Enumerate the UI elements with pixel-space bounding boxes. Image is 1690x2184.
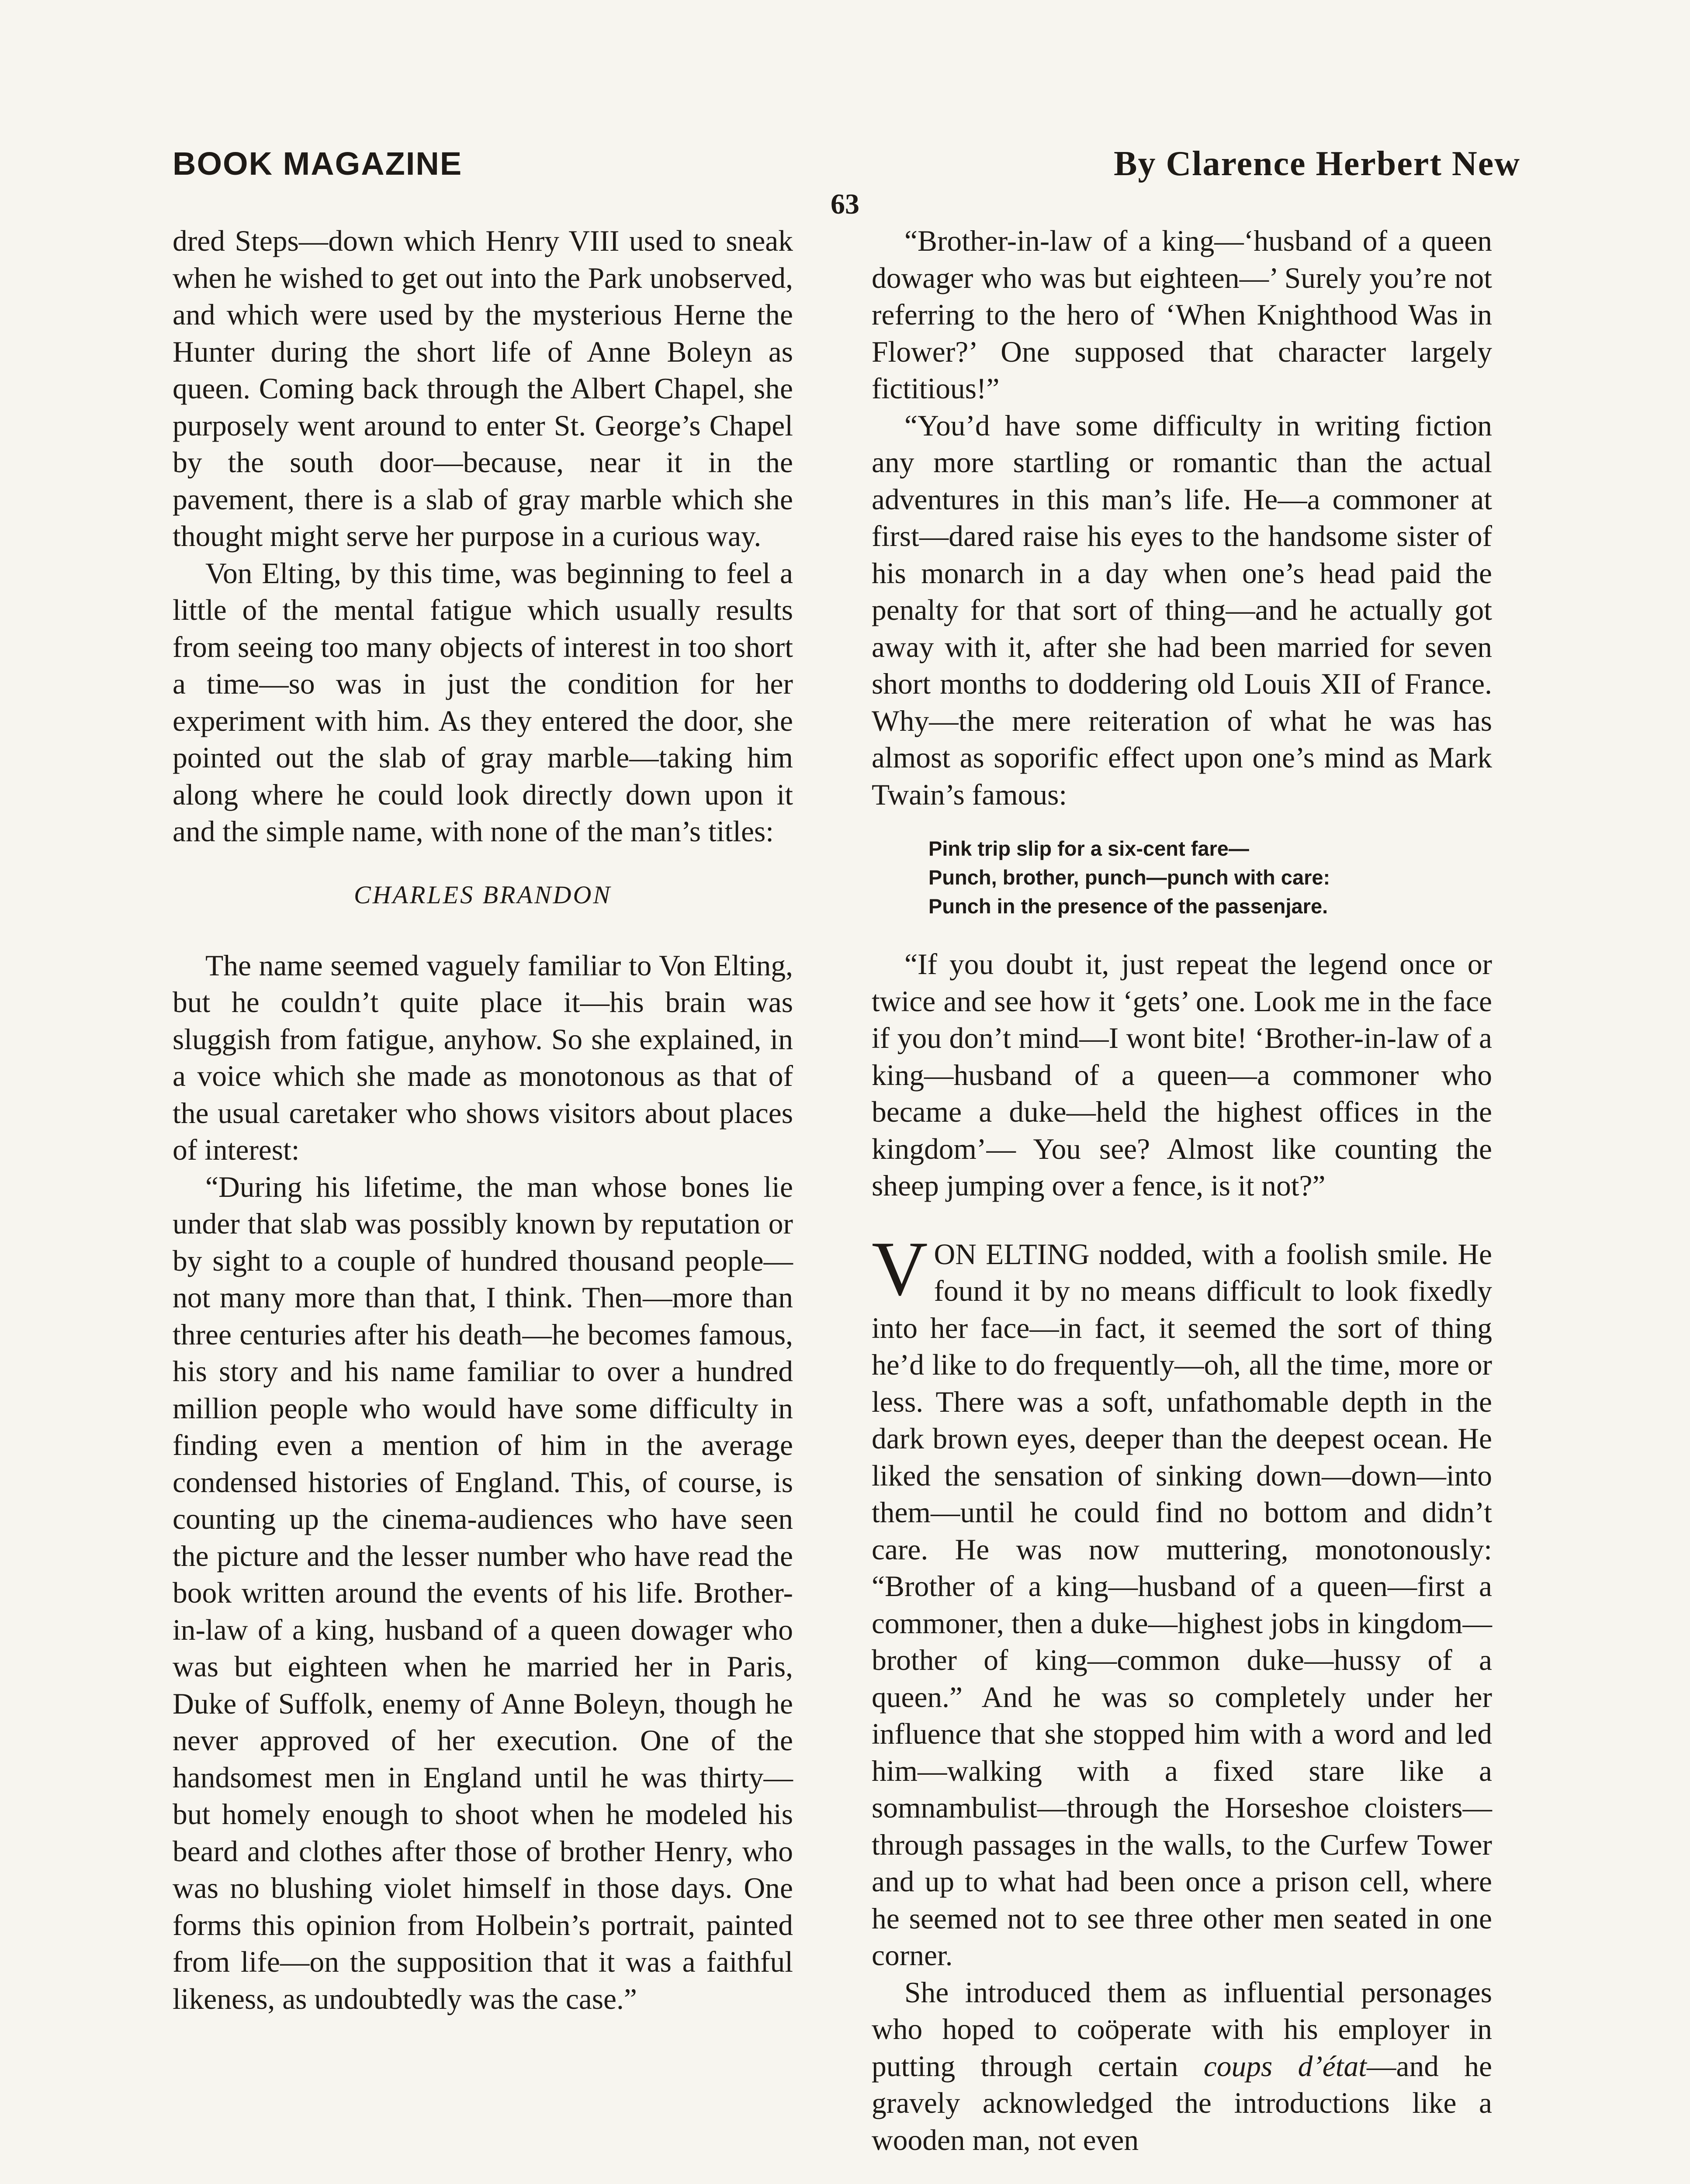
paragraph-dropcap <box>872 1225 1492 1974</box>
dropcap-paragraph-text: ON ELTING nodded, with a foolish smile. He found it by no means difficult to look fixedly into her face—in fact, it seemed the sort of thing he’d like to do frequently—oh, all the time, more or less. There was a soft, unfathomable depth in the dark brown eyes, deeper than the deepest ocean. He liked the sensation of sinking down—down—into them—until he could find no bottom and didn’t care. He was now muttering, monotonously: “Brother of a king—husband of a queen—first a commoner, then a duke—highest jobs in kingdom—brother of king—common duke—hussy of a queen.” And he was so completely under her influence that she stopped him with a word and led him—walking with a fixed stare like a somnambulist—through the Horseshoe cloisters—through passages in the walls, to the Curfew Tower and up to what had been once a prison cell, where he seemed not to see three other men seated in one corner. <box>872 1237 1492 1972</box>
inscription: CHARLES BRANDON <box>353 880 612 909</box>
verse-quote <box>928 834 1492 921</box>
paragraph-text: —and he gravely acknowledged the introductions like a wooden man, not even <box>872 2049 1492 2156</box>
paragraph: “During his lifetime, the man whose bones lie under that slab was possibly known by reputation or by sight to a couple of hundred thousand people—not many more than that, I think. Then—more than three centuries after his death—he becomes famous, his story and his name familiar to over a hundred million people who would have some difficulty in finding even a mention of him in the average condensed histories of England. This, of course, is counting up the cinema-audiences who have seen the picture and the lesser number who have read the book written around the events of his life. Brother-in-law of a king, husband of a queen dowager who was but eighteen when he married her in Paris, Duke of Suffolk, enemy of Anne Boleyn, though he never approved of her execution. One of the handsomest men in England until he was thirty—but homely enough to shoot when he modeled his beard and clothes after those of brother Henry, who was no blushing violet himself in those days. One forms this opinion from Holbein’s portrait, painted from life—on the supposition that it was a faithful likeness, as undoubtedly was the case.” <box>173 1170 793 2015</box>
author-byline: By Clarence Herbert New <box>1114 145 1520 183</box>
page-header <box>173 140 1520 188</box>
paragraph: “If you doubt it, just repeat the legend once or twice and see how it ‘gets’ one. Look me in the face if you don’t mind—I wont bite! ‘Brother-in-law of a king—husband of a queen—a commoner who became a duke—held the highest offices in the kingdom’— You see? Almost like counting the sheep jumping over a fence, is it not?” <box>872 948 1492 1202</box>
paragraph: dred Steps—down which Henry VIII used to sneak when he wished to get out into the Park unobserved, and which were used by the mysterious Herne the Hunter during the short life of Anne Boleyn as queen. Coming back through the Albert Chapel, she purposely went around to enter St. George’s Chapel by the south door—because, near it in the pavement, there is a slab of gray marble which she thought might serve her purpose in a curious way. <box>173 225 793 553</box>
paragraph: The name seemed vaguely familiar to Von Elting, but he couldn’t quite place it—his brain was sluggish from fatigue, anyhow. So she explained, in a voice which she made as monotonous as that of the usual caretaker who shows visitors about places of interest: <box>173 949 793 1166</box>
paragraph: Von Elting, by this time, was beginning to feel a little of the mental fatigue which usually results from seeing too many objects of interest in too short a time—so was in just the condition for her experiment with him. As they entered the door, she pointed out the slab of gray marble—taking him along where he could look directly down upon it and the simple name, with none of the man’s titles: <box>173 556 793 848</box>
magazine-title: BOOK MAGAZINE <box>173 145 463 182</box>
paragraph-text: She introduced them as influential personages who hoped to coöperate with his employer in putting through certain <box>872 1976 1492 2083</box>
italic-phrase: coups d’état <box>1203 2049 1367 2083</box>
verse-line: Punch in the presence of the passenjare. <box>928 895 1328 918</box>
paragraph: “You’d have some difficulty in writing fiction any more startling or romantic than the actual adventures in this man’s life. He—a commoner at first—dared raise his eyes to the handsome sister of his monarch in a day when one’s head paid the penalty for that sort of thing—and he actually got away with it, after she had been married for seven short months to doddering old Louis XII of France. Why—the mere reiteration of what he was has almost as soporific effect upon one’s mind as Mark Twain’s famous: <box>872 409 1492 811</box>
verse-line: Punch, brother, punch—punch with care: <box>928 866 1330 889</box>
paragraph: “Brother-in-law of a king—‘husband of a queen dowager who was but eighteen—’ Surely you’re not referring to the hero of ‘When Knighthood Was in Flower?’ One supposed that character largely fictitious!” <box>872 225 1492 405</box>
right-column <box>872 223 1492 2159</box>
paragraph <box>872 1974 1492 2159</box>
page-number: 63 <box>831 188 859 220</box>
verse-line: Pink trip slip for a six-cent fare— <box>928 837 1249 860</box>
left-column <box>173 223 793 2018</box>
drop-cap: V <box>872 1225 928 1312</box>
